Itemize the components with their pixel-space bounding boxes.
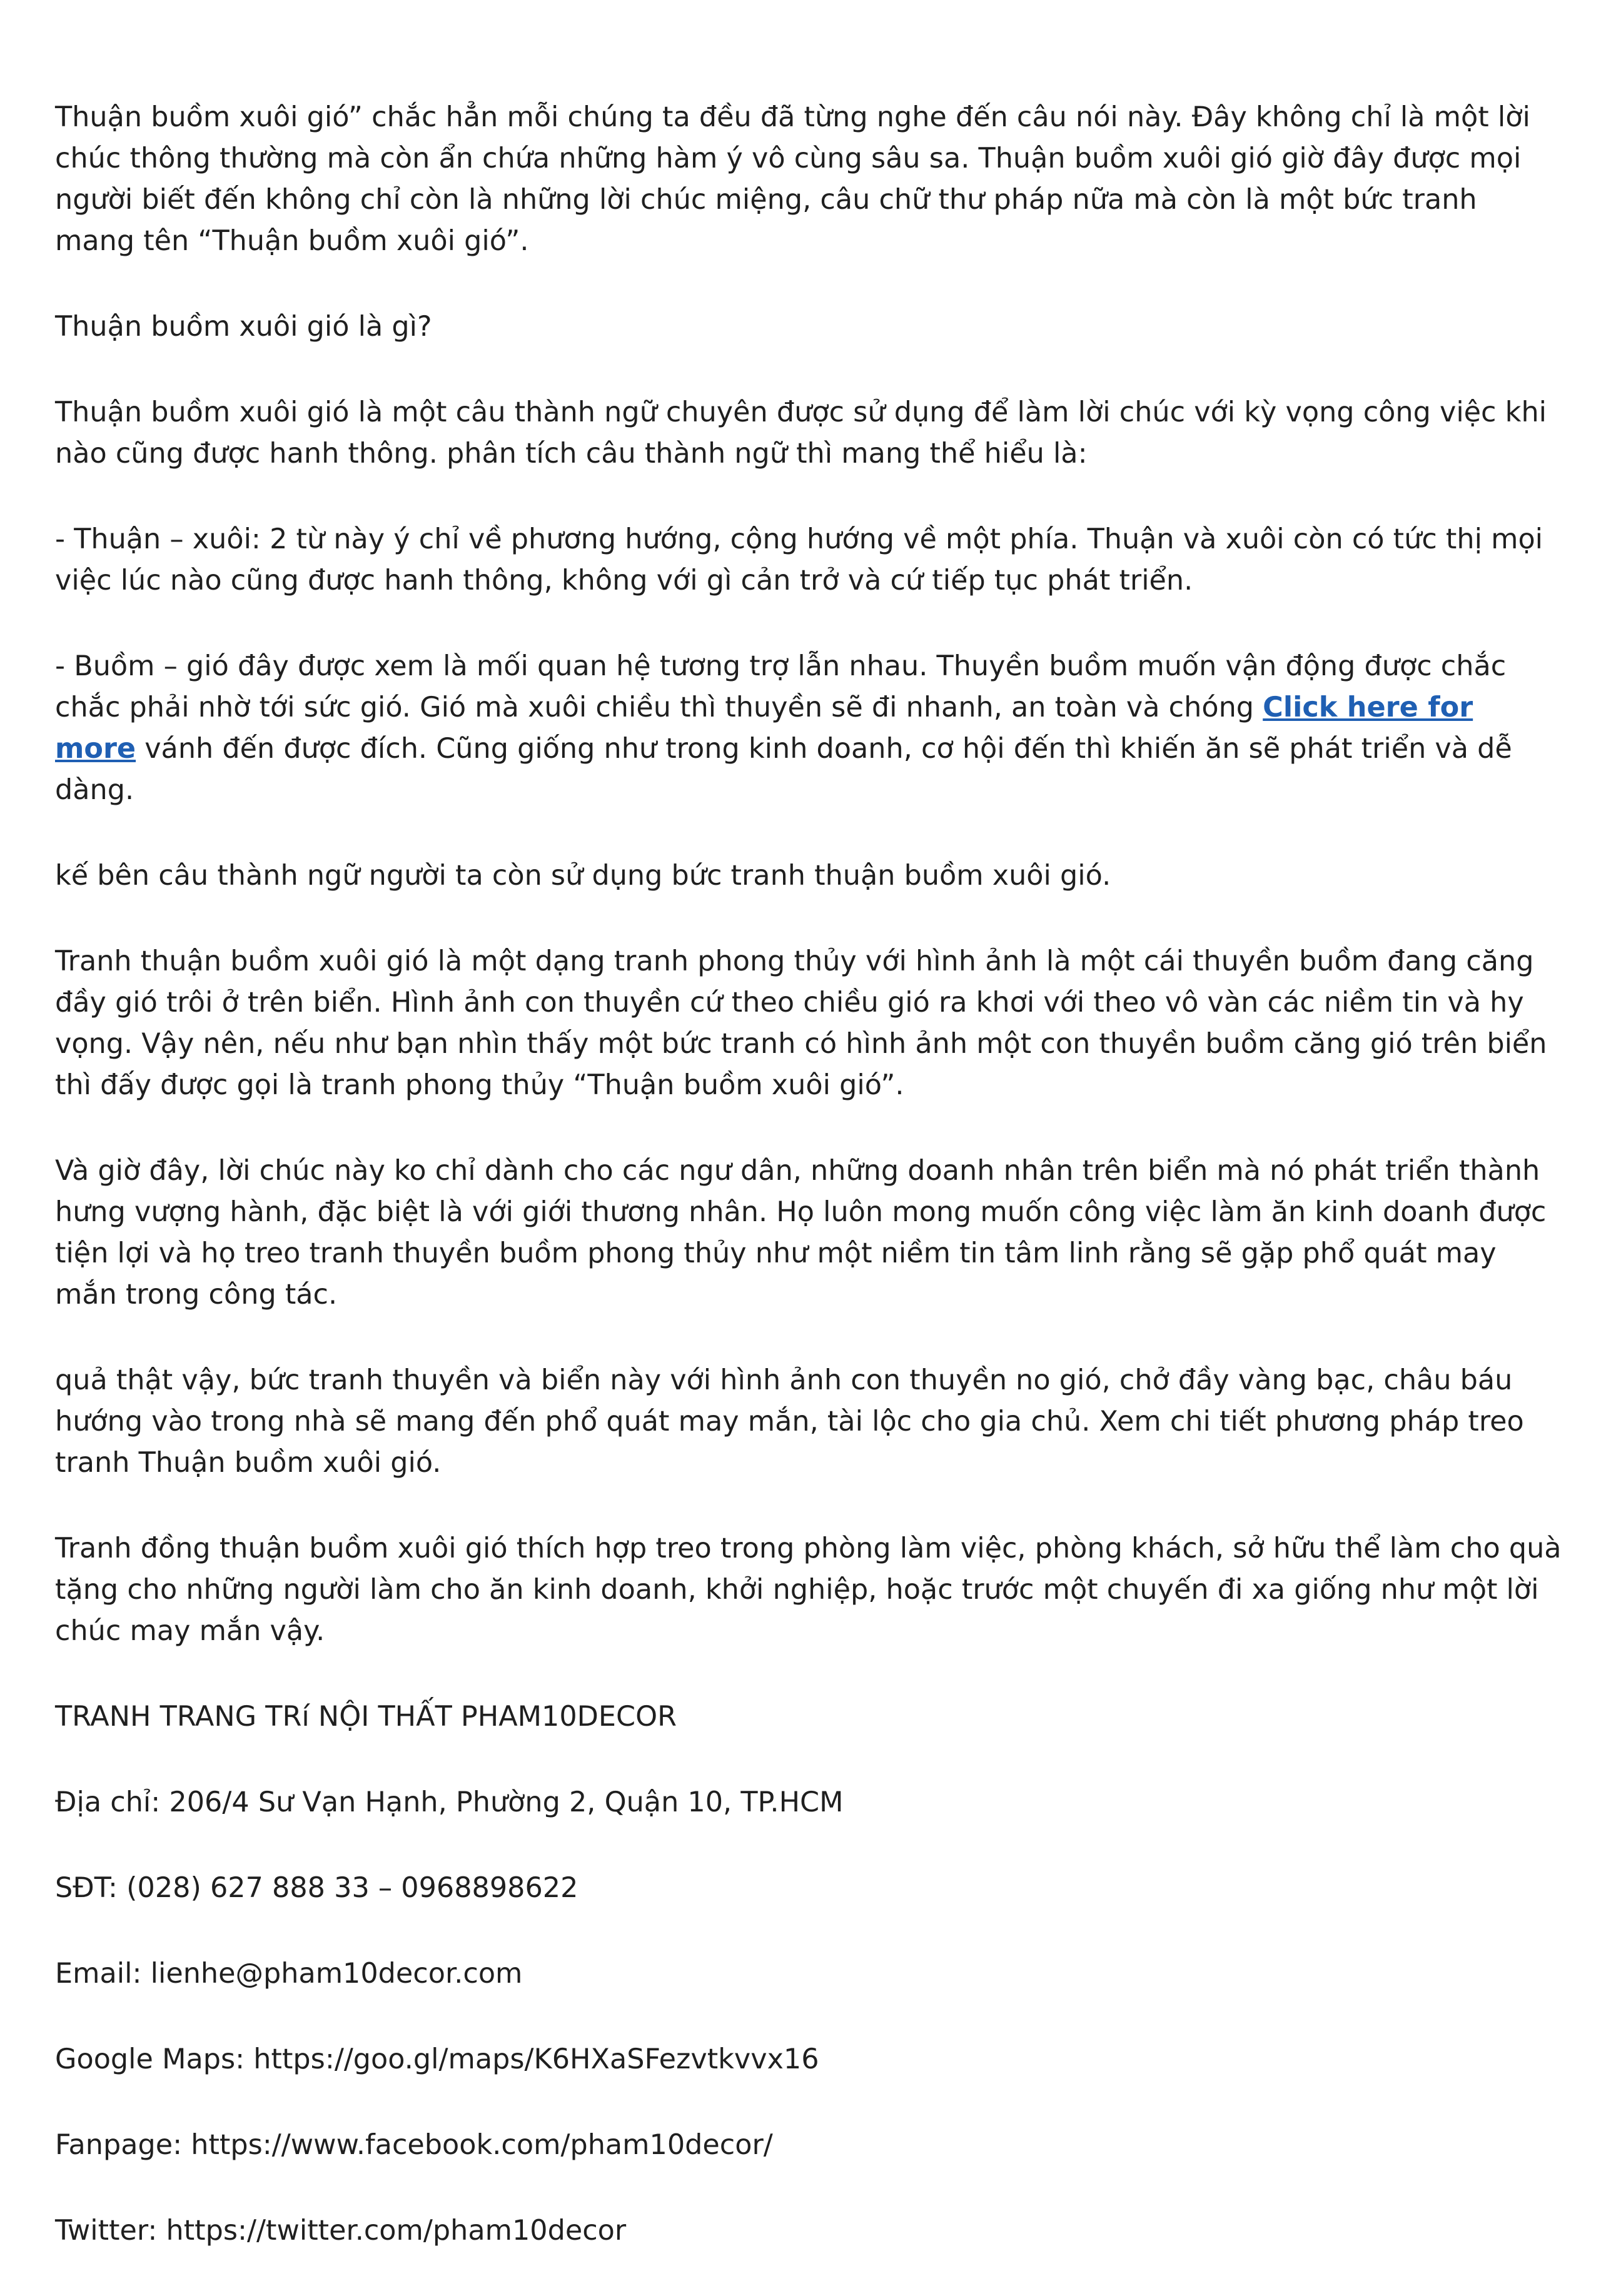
- point-one-paragraph: - Thuận – xuôi: 2 từ này ý chỉ về phương hướng, cộng hướng về một phía. Thuận và xuôi còn có tức thị mọi việc lúc nào cũng được hanh thông, không với gì cản trở và cứ tiếp tục phát triển.: [55, 523, 1543, 597]
- google-maps-line: Google Maps: https://goo.gl/maps/K6HXaSFezvtkvvx16: [55, 2043, 819, 2075]
- point-two-text-before: - Buồm – gió đây được xem là mối quan hệ tương trợ lẫn nhau. Thuyền buồm muốn vận động được chắc chắc phải nhờ tới sức gió. Gió mà xuôi chiều thì thuyền sẽ đi nhanh, an toàn và chóng: [55, 650, 1507, 723]
- painting-paragraph: Tranh thuận buồm xuôi gió là một dạng tranh phong thủy với hình ảnh là một cái thuyền buồm đang căng đầy gió trôi ở trên biển. Hình ảnh con thuyền cứ theo chiều gió ra khơi với theo vô vàn các niềm tin và hy vọng. Vậy nên, nếu như bạn nhìn thấy một bức tranh có hình ảnh một con thuyền buồm căng gió trên biển thì đấy được gọi là tranh phong thủy “Thuận buồm xuôi gió”.: [55, 945, 1547, 1101]
- company-name: TRANH TRANG TRí NỘI THẤT PHAM10DECOR: [55, 1701, 677, 1733]
- indeed-paragraph: quả thật vậy, bức tranh thuyền và biển này với hình ảnh con thuyền no gió, chở đầy vàng bạc, châu báu hướng vào trong nhà sẽ mang đến phổ quát may mắn, tài lộc cho gia chủ. Xem chi tiết phương pháp treo tranh Thuận buồm xuôi gió.: [55, 1364, 1524, 1479]
- phone-line: SĐT: (028) 627 888 33 – 0968898622: [55, 1872, 578, 1904]
- wish-paragraph: Và giờ đây, lời chúc này ko chỉ dành cho các ngư dân, những doanh nhân trên biển mà nó phát triển thành hưng vượng hành, đặc biệt là với giới thương nhân. Họ luôn mong muốn công việc làm ăn kinh doanh được tiện lợi và họ treo tranh thuyền buồm phong thủy như một niềm tin tâm linh rằng sẽ gặp phổ quát may mắn trong công tác.: [55, 1155, 1547, 1311]
- click-here-link[interactable]: Click here for more: [55, 692, 1473, 765]
- definition-paragraph: Thuận buồm xuôi gió là một câu thành ngữ chuyên được sử dụng để làm lời chúc với kỳ vọng công việc khi nào cũng được hanh thông. phân tích câu thành ngữ thì mang thể hiểu là:: [55, 396, 1547, 470]
- beside-paragraph: kế bên câu thành ngữ người ta còn sử dụng bức tranh thuận buồm xuôi gió.: [55, 860, 1111, 892]
- bronze-paragraph: Tranh đồng thuận buồm xuôi gió thích hợp treo trong phòng làm việc, phòng khách, sở hữu thể làm cho quà tặng cho những người làm cho ăn kinh doanh, khởi nghiệp, hoặc trước một chuyến đi xa giống như một lời chúc may mắn vậy.: [55, 1533, 1562, 1647]
- fanpage-line: Fanpage: https://www.facebook.com/pham10decor/: [55, 2129, 773, 2161]
- point-two-paragraph: [55, 646, 1562, 811]
- twitter-line: Twitter: https://twitter.com/pham10decor: [55, 2215, 627, 2247]
- address-line: Địa chỉ: 206/4 Sư Vạn Hạnh, Phường 2, Quận 10, TP.HCM: [55, 1786, 844, 1818]
- question-heading: Thuận buồm xuôi gió là gì?: [55, 311, 432, 343]
- email-line: Email: lienhe@pham10decor.com: [55, 1958, 523, 1990]
- intro-paragraph: Thuận buồm xuôi gió” chắc hẳn mỗi chúng ta đều đã từng nghe đến câu nói này. Đây không chỉ là một lời chúc thông thường mà còn ẩn chứa những hàm ý vô cùng sâu sa. Thuận buồm xuôi gió giờ đây được mọi người biết đến không chỉ còn là những lời chúc miệng, câu chữ thư pháp nữa mà còn là một bức tranh mang tên “Thuận buồm xuôi gió”.: [55, 101, 1530, 257]
- point-two-text-after: vánh đến được đích. Cũng giống như trong kinh doanh, cơ hội đến thì khiến ăn sẽ phát triển và dễ dàng.: [55, 733, 1512, 806]
- document-body: [55, 97, 1562, 2296]
